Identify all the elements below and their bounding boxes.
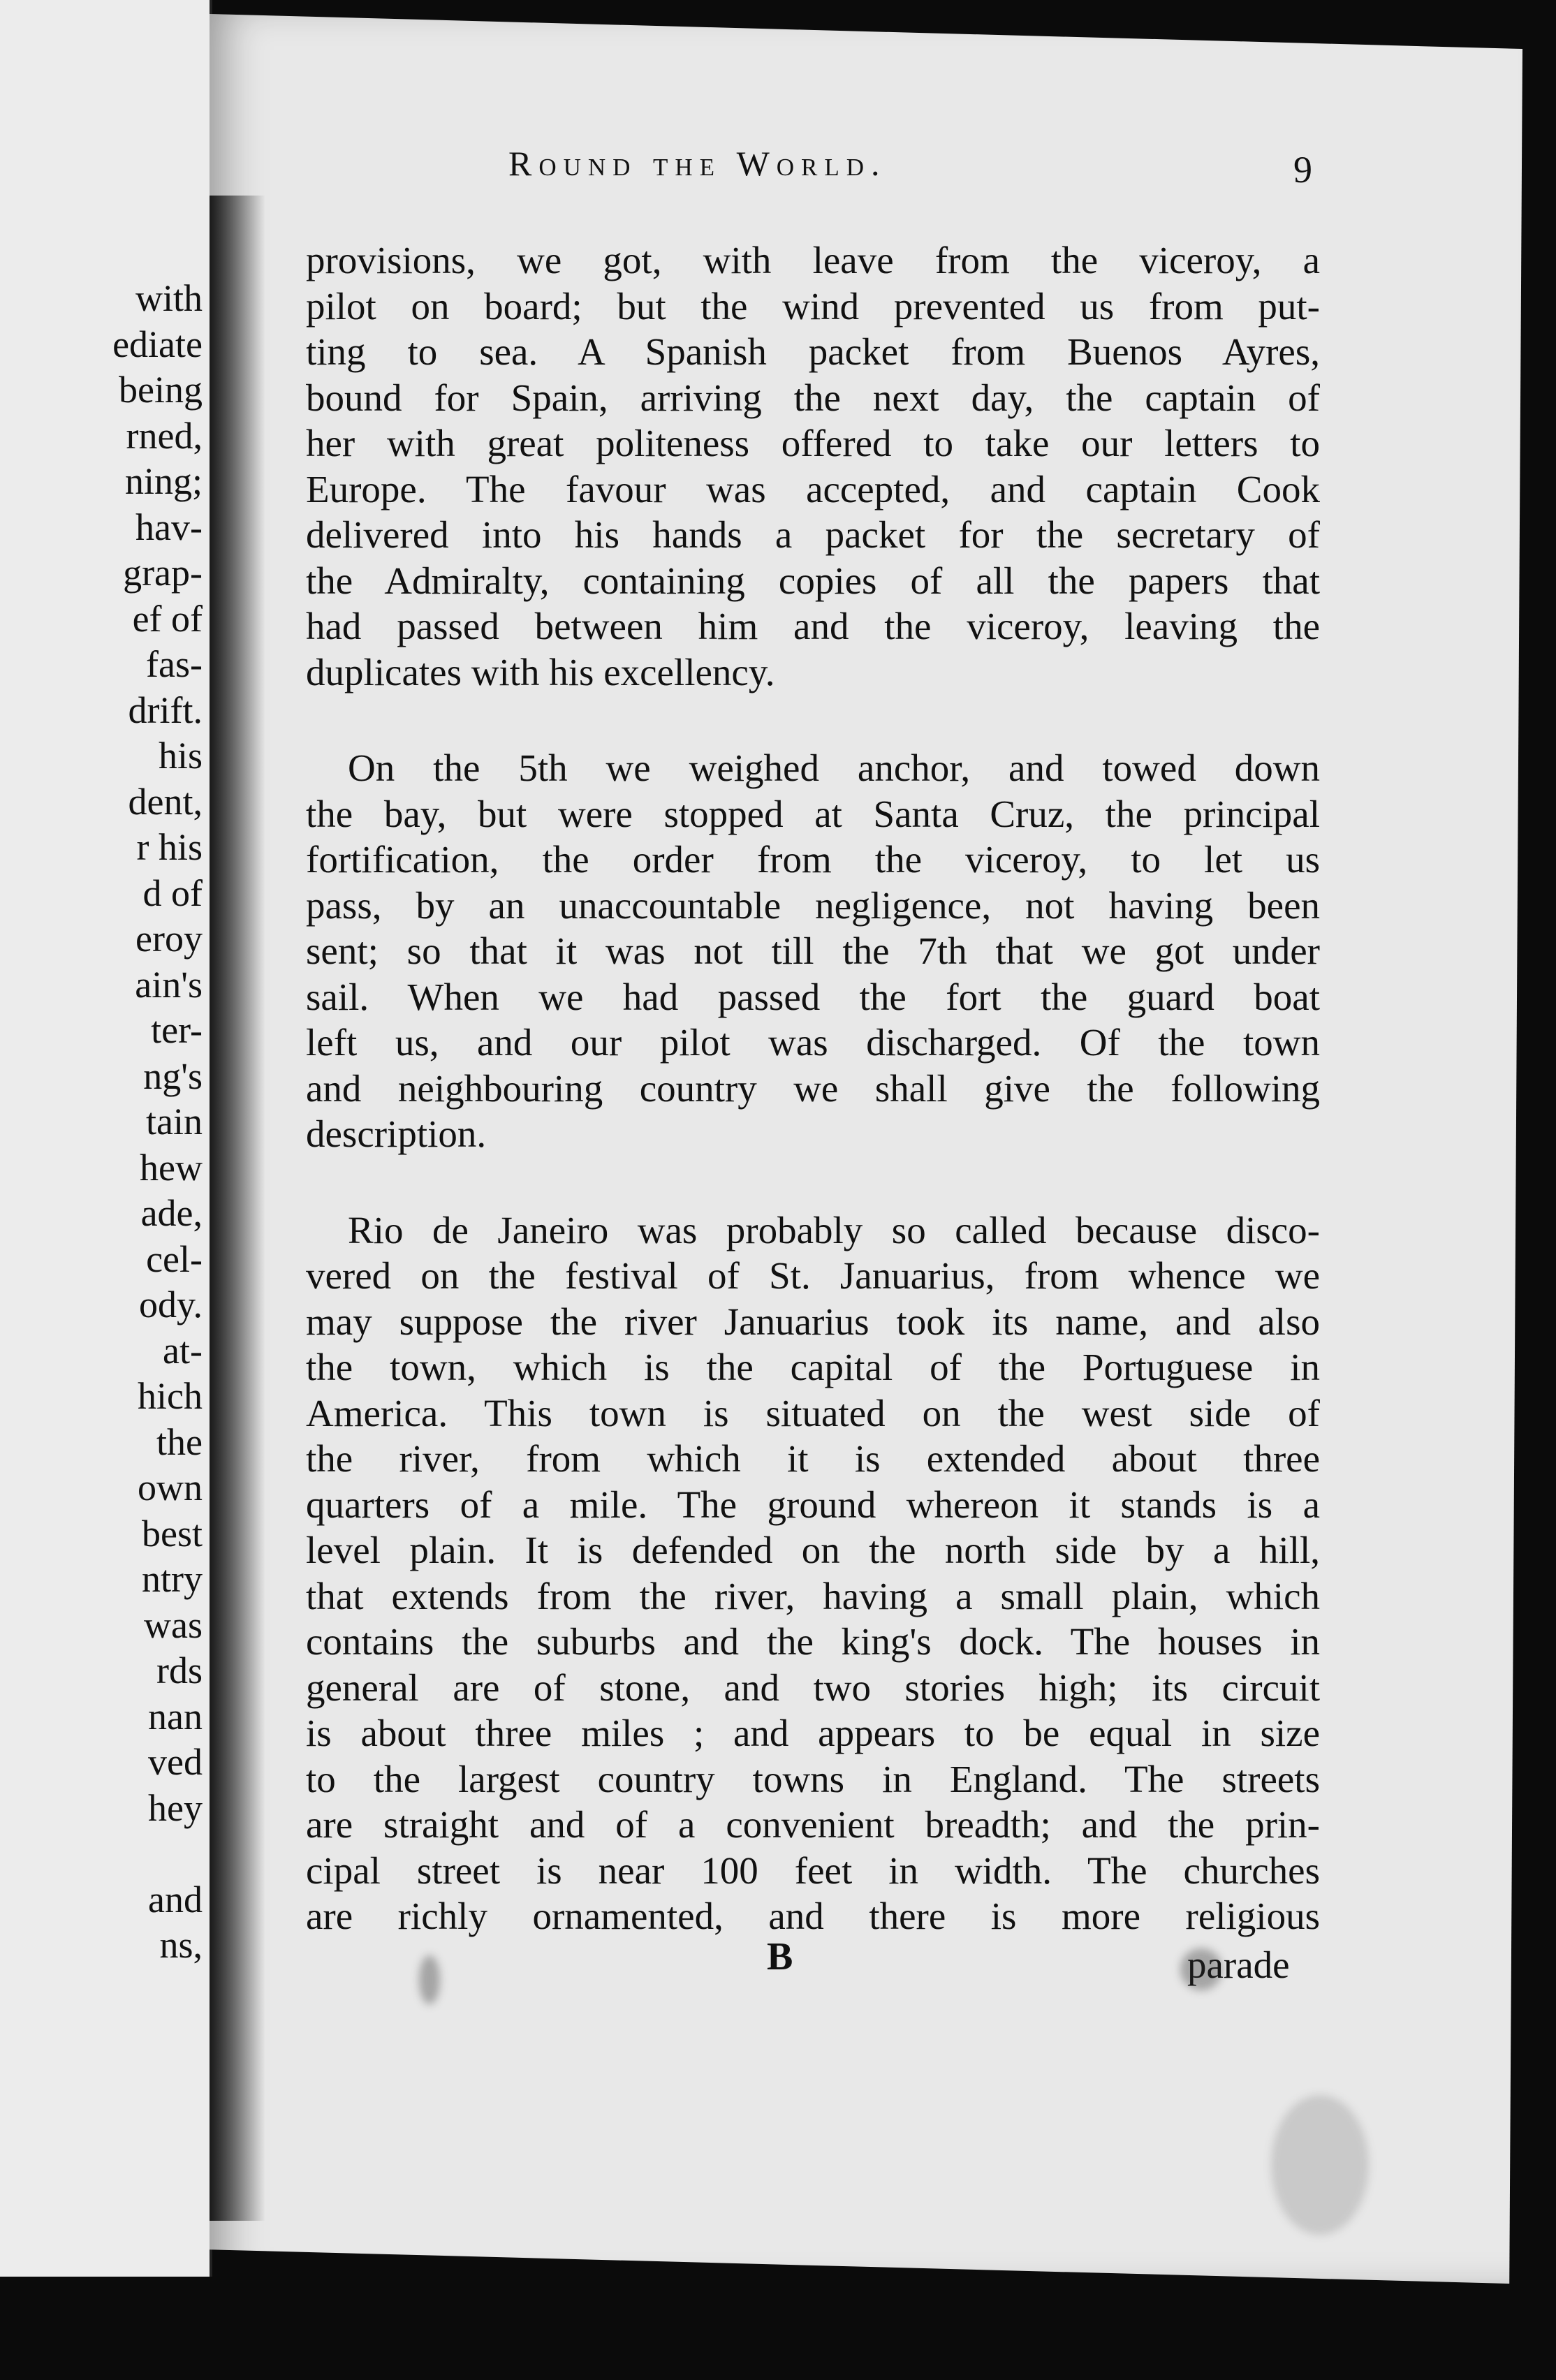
left-page-line: dent, <box>128 780 203 823</box>
text-line: delivered into his hands a packet for the secretary of <box>306 513 1320 556</box>
text-line: America. This town is situated on the west side of <box>306 1391 1320 1434</box>
left-page-line: his <box>158 735 203 777</box>
ink-stain <box>419 1955 440 2004</box>
text-line: vered on the festival of St. Januarius, from whence we <box>306 1254 1320 1297</box>
text-line: level plain. It is defended on the north side by a hill, <box>306 1529 1320 1571</box>
left-page-line: ediate <box>112 323 203 365</box>
left-page-line: ns, <box>159 1924 203 1966</box>
left-page-line: ning; <box>124 460 203 502</box>
left-page-line: ef of <box>132 597 203 640</box>
text-line: cipal street is near 100 feet in width. The churches <box>306 1849 1320 1892</box>
text-line: duplicates with his excellency. <box>306 650 775 693</box>
text-line: had passed between him and the viceroy, leaving the <box>306 605 1320 647</box>
left-page-line: nan <box>148 1695 203 1738</box>
left-page-line: eroy <box>135 918 203 960</box>
left-page-line: ade, <box>140 1192 203 1234</box>
ink-stain <box>1180 1948 1222 1990</box>
left-page-line: being <box>119 369 203 411</box>
left-page-line: rds <box>156 1650 203 1691</box>
text-line: are straight and of a convenient breadth; and the prin- <box>306 1803 1320 1846</box>
text-line: are richly ornamented, and there is more religious <box>306 1895 1320 1937</box>
left-page-line: d of <box>142 872 203 914</box>
signature-mark: B <box>767 1935 793 1978</box>
left-page-line: with <box>135 277 203 319</box>
left-page-line: r his <box>136 826 203 868</box>
text-line: general are of stone, and two stories high; its circuit <box>306 1666 1320 1709</box>
text-line: contains the suburbs and the king's dock. The houses in <box>306 1620 1320 1663</box>
left-page-line: ng's <box>143 1055 203 1097</box>
catchword: parade <box>1187 1944 1290 1986</box>
left-page-line: ody. <box>139 1284 203 1325</box>
left-page-line: and <box>148 1878 203 1920</box>
left-page-line: the <box>156 1420 203 1463</box>
left-page-line <box>112 1831 203 1877</box>
text-line: the Admiralty, containing copies of all the papers that <box>306 559 1320 602</box>
text-line: quarters of a mile. The ground whereon it stands is a <box>306 1483 1320 1526</box>
left-page-line: drift. <box>128 689 203 731</box>
paragraph-1 <box>306 237 1320 695</box>
gutter-shadow <box>210 196 265 2221</box>
text-line: Rio de Janeiro was probably so called because disco- <box>348 1208 1320 1251</box>
text-line: provisions, we got, with leave from the viceroy, a <box>306 239 1320 281</box>
running-head: Round the World. <box>508 144 887 183</box>
left-page-line: ntry <box>142 1558 203 1600</box>
text-line: left us, and our pilot was discharged. Of the town <box>306 1021 1320 1064</box>
text-line: bound for Spain, arriving the next day, the captain of <box>306 376 1320 419</box>
left-page-fragment <box>0 0 212 2277</box>
left-page-line: cel- <box>146 1237 203 1280</box>
left-page-line: rned, <box>126 414 203 457</box>
left-page-line: tain <box>146 1101 203 1143</box>
text-line: her with great politeness offered to take our letters to <box>306 422 1320 464</box>
text-line: fortification, the order from the viceroy, to let us <box>306 838 1320 881</box>
text-line: On the 5th we weighed anchor, and towed down <box>348 747 1320 789</box>
left-page-line: hew <box>140 1146 203 1189</box>
page-number: 9 <box>1293 149 1312 191</box>
text-line: sent; so that it was not till the 7th that we got under <box>306 930 1320 972</box>
text-line: description. <box>306 1112 487 1155</box>
left-page-line: hey <box>148 1786 203 1829</box>
text-line: to the largest country towns in England. The streets <box>306 1757 1320 1800</box>
left-page-line: ain's <box>135 963 203 1006</box>
left-page-line: ter- <box>151 1009 203 1051</box>
body-text <box>306 237 1320 1939</box>
text-line: ting to sea. A Spanish packet from Buenos Ayres, <box>306 330 1320 373</box>
left-page-text <box>112 276 203 1969</box>
text-line: sail. When we had passed the fort the guard boat <box>306 975 1320 1018</box>
text-line: is about three miles ; and appears to be equal in size <box>306 1712 1320 1754</box>
paragraph-3 <box>306 1207 1320 1939</box>
left-page-line: own <box>138 1467 203 1508</box>
paragraph-2 <box>306 745 1320 1157</box>
text-line: the river, from which it is extended about three <box>306 1437 1320 1480</box>
left-page-line: grap- <box>123 552 203 594</box>
text-line: pilot on board; but the wind prevented us from put- <box>306 284 1320 328</box>
text-line: pass, by an unaccountable negligence, not having been <box>306 883 1320 927</box>
left-page-line: fas- <box>146 643 203 685</box>
text-line: and neighbouring country we shall give the following <box>306 1066 1320 1110</box>
text-line: may suppose the river Januarius took its name, and also <box>306 1300 1320 1343</box>
left-page-line: ved <box>148 1741 203 1783</box>
ink-stain <box>1271 2095 1369 2235</box>
left-page-line: best <box>142 1512 203 1555</box>
text-line: the town, which is the capital of the Portuguese in <box>306 1346 1320 1388</box>
left-page-line: at- <box>163 1329 203 1372</box>
left-page-line: hich <box>138 1375 203 1417</box>
text-line: Europe. The favour was accepted, and captain Cook <box>306 467 1320 510</box>
text-line: the bay, but were stopped at Santa Cruz, the principal <box>306 792 1320 835</box>
left-page-line: was <box>144 1603 203 1646</box>
left-page-line: hav- <box>135 506 203 548</box>
text-line: that extends from the river, having a small plain, which <box>306 1574 1320 1617</box>
